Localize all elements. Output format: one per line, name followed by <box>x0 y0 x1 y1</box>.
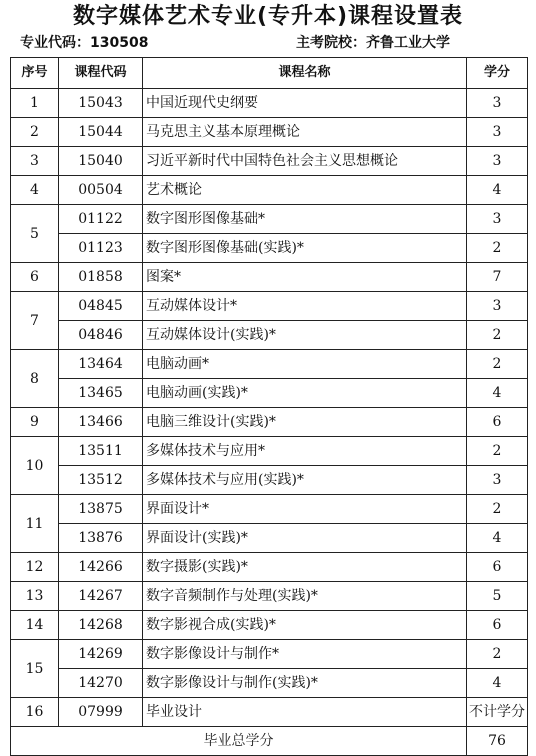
row-number: 1 <box>11 89 59 118</box>
row-number: 4 <box>11 176 59 205</box>
major-code: 专业代码：130508 <box>20 35 149 51</box>
course-name: 多媒体技术与应用* <box>143 437 467 466</box>
table-row <box>11 669 528 698</box>
course-name: 数字图形图像基础(实践)* <box>143 234 467 263</box>
course-code: 13875 <box>59 495 143 524</box>
course-name: 电脑动画* <box>143 350 467 379</box>
course-credit: 4 <box>467 176 528 205</box>
course-credit: 2 <box>467 437 528 466</box>
table-row <box>11 147 528 176</box>
course-name: 数字影像设计与制作(实践)* <box>143 669 467 698</box>
table-row <box>11 495 528 524</box>
course-code: 14269 <box>59 640 143 669</box>
table-row <box>11 437 528 466</box>
course-credit: 4 <box>467 379 528 408</box>
course-credit: 2 <box>467 321 528 350</box>
table-row <box>11 118 528 147</box>
course-credit: 3 <box>467 147 528 176</box>
course-credit: 6 <box>467 408 528 437</box>
course-code: 13464 <box>59 350 143 379</box>
table-row <box>11 89 528 118</box>
course-name: 中国近现代史纲要 <box>143 89 467 118</box>
course-code: 04846 <box>59 321 143 350</box>
row-number: 6 <box>11 263 59 292</box>
course-credit: 6 <box>467 553 528 582</box>
course-code: 13466 <box>59 408 143 437</box>
row-number: 2 <box>11 118 59 147</box>
row-number: 8 <box>11 350 59 408</box>
course-name: 图案* <box>143 263 467 292</box>
header-no: 序号 <box>11 58 59 89</box>
row-number: 5 <box>11 205 59 263</box>
course-credit: 2 <box>467 640 528 669</box>
course-name: 电脑动画(实践)* <box>143 379 467 408</box>
course-credit: 5 <box>467 582 528 611</box>
course-credit: 3 <box>467 292 528 321</box>
total-label: 毕业总学分 <box>11 727 467 756</box>
course-code: 14270 <box>59 669 143 698</box>
course-table <box>10 57 528 756</box>
course-code: 04845 <box>59 292 143 321</box>
table-row <box>11 408 528 437</box>
table-row <box>11 176 528 205</box>
course-name: 习近平新时代中国特色社会主义思想概论 <box>143 147 467 176</box>
course-credit: 3 <box>467 118 528 147</box>
course-name: 数字图形图像基础* <box>143 205 467 234</box>
course-code: 15043 <box>59 89 143 118</box>
course-credit: 3 <box>467 205 528 234</box>
table-row <box>11 466 528 495</box>
table-header-row <box>11 58 528 89</box>
header-credit: 学分 <box>467 58 528 89</box>
row-number: 7 <box>11 292 59 350</box>
table-row <box>11 553 528 582</box>
course-name: 互动媒体设计* <box>143 292 467 321</box>
course-code: 15040 <box>59 147 143 176</box>
course-code: 13512 <box>59 466 143 495</box>
course-credit: 不计学分 <box>467 698 528 727</box>
course-name: 多媒体技术与应用(实践)* <box>143 466 467 495</box>
course-credit: 4 <box>467 669 528 698</box>
row-number: 15 <box>11 640 59 698</box>
table-row <box>11 582 528 611</box>
exam-school: 主考院校：齐鲁工业大学 <box>296 35 450 51</box>
row-number: 3 <box>11 147 59 176</box>
header-name: 课程名称 <box>143 58 467 89</box>
course-name: 毕业设计 <box>143 698 467 727</box>
table-row <box>11 640 528 669</box>
course-name: 电脑三维设计(实践)* <box>143 408 467 437</box>
course-credit: 3 <box>467 89 528 118</box>
course-name: 数字摄影(实践)* <box>143 553 467 582</box>
table-row <box>11 292 528 321</box>
row-number: 16 <box>11 698 59 727</box>
course-name: 数字影视合成(实践)* <box>143 611 467 640</box>
course-code: 14267 <box>59 582 143 611</box>
header-code: 课程代码 <box>59 58 143 89</box>
course-code: 13511 <box>59 437 143 466</box>
course-code: 13465 <box>59 379 143 408</box>
course-name: 界面设计(实践)* <box>143 524 467 553</box>
row-number: 9 <box>11 408 59 437</box>
table-row <box>11 611 528 640</box>
course-name: 马克思主义基本原理概论 <box>143 118 467 147</box>
course-table-body <box>11 89 528 727</box>
course-credit: 2 <box>467 234 528 263</box>
table-row <box>11 234 528 263</box>
course-credit: 7 <box>467 263 528 292</box>
course-credit: 2 <box>467 350 528 379</box>
course-name: 界面设计* <box>143 495 467 524</box>
course-code: 14266 <box>59 553 143 582</box>
course-code: 13876 <box>59 524 143 553</box>
course-name: 艺术概论 <box>143 176 467 205</box>
table-row <box>11 350 528 379</box>
course-code: 15044 <box>59 118 143 147</box>
course-credit: 6 <box>467 611 528 640</box>
table-row <box>11 321 528 350</box>
row-number: 10 <box>11 437 59 495</box>
course-name: 数字音频制作与处理(实践)* <box>143 582 467 611</box>
total-credits: 76 <box>467 727 528 756</box>
table-row <box>11 263 528 292</box>
row-number: 13 <box>11 582 59 611</box>
table-row <box>11 379 528 408</box>
course-code: 01122 <box>59 205 143 234</box>
course-name: 互动媒体设计(实践)* <box>143 321 467 350</box>
course-code: 01123 <box>59 234 143 263</box>
table-row <box>11 698 528 727</box>
course-code: 01858 <box>59 263 143 292</box>
course-code: 00504 <box>59 176 143 205</box>
course-credit: 3 <box>467 466 528 495</box>
course-code: 07999 <box>59 698 143 727</box>
table-row <box>11 205 528 234</box>
course-name: 数字影像设计与制作* <box>143 640 467 669</box>
page-title: 数字媒体艺术专业(专升本)课程设置表 <box>72 4 464 29</box>
row-number: 12 <box>11 553 59 582</box>
course-code: 14268 <box>59 611 143 640</box>
row-number: 14 <box>11 611 59 640</box>
course-credit: 2 <box>467 495 528 524</box>
course-credit: 4 <box>467 524 528 553</box>
table-row <box>11 524 528 553</box>
total-row <box>11 727 528 756</box>
row-number: 11 <box>11 495 59 553</box>
